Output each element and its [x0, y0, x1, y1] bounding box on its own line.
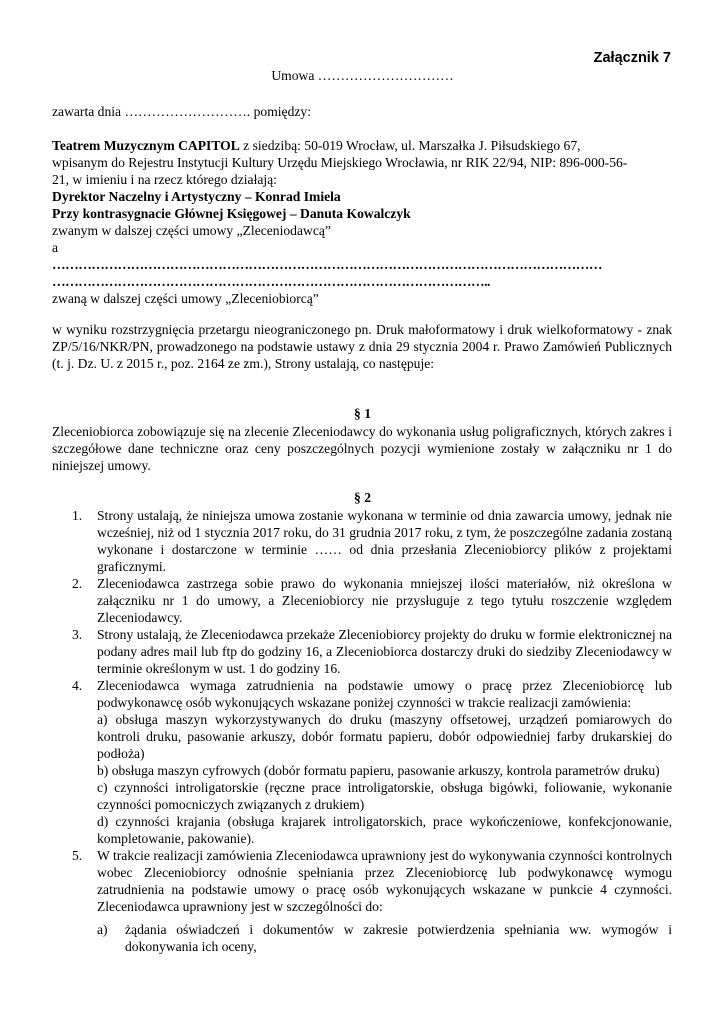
- attachment-label: Załącznik 7: [593, 50, 671, 66]
- sub-point-d: d) czynności krajania (obsługa krajarek introligatorskich, prace wykończeniowe, konfekcjonowanie, kompletowanie, pakowanie).: [97, 814, 672, 846]
- list-item: 4. Zleceniodawca wymaga zatrudnienia na podstawie umowy o pracę przez Zleceniobiorcę lub podwykonawcę osób wykonujących wskazane poniżej czynności w trakcie realizacji zamówienia: a) obsługa maszyn wykorzystywanych do druku (maszyny offsetowej, urządzeń pomiarowych do kontroli druku, pasowanie arkuszy, dobór formatu papieru, dobór odpowiedniej farby drukarskiej do podłoża) b) obsługa maszyn cyfrowych (dobór formatu papieru, pasowanie arkuszy, kontrola parametrów druku) c) czynności introligatorskie (ręczne prace introligatorskie, obsługa bigówki, foliowanie, wykonanie czynności pomocniczych związanych z drukiem) d) czynności krajania (obsługa krajarek introligatorskich, prace wykończeniowe, konfekcjonowanie, kompletowanie, pakowanie).: [72, 678, 672, 846]
- concluded-line: zawarta dnia ………………………. pomiędzy:: [52, 104, 311, 119]
- party1-line3: 21, w imieniu i na rzecz którego działają:: [52, 172, 277, 187]
- contractor-dots-line2: ………………………………………………………………………………………..: [52, 274, 490, 289]
- and-word: a: [52, 240, 59, 255]
- section2-heading: § 2: [354, 490, 371, 505]
- called-client: zwanym w dalszej części umowy „Zleceniodawcą”: [52, 223, 331, 238]
- section2-list: [52, 507, 672, 955]
- list-item: 1. Strony ustalają, że niniejsza umowa zostanie wykonana w terminie od dnia zawarcia umowy, jednak nie wcześniej, niż od 1 stycznia 2017 roku, do 31 grudnia 2017 roku, z tym, że poszczególne zadania zostaną wykonane i dostarczone w terminie …… od dnia przesłania Zleceniobiorcy plików z projektami graficznymi.: [72, 508, 672, 574]
- director-line: Dyrektor Naczelny i Artystyczny – Konrad Imiela: [52, 189, 341, 204]
- tender-paragraph: w wyniku rozstrzygnięcia przetargu nieograniczonego pn. Druk małoformatowy i druk wielkoformatowy - znak ZP/5/16/NKR/PN, prowadzonego na podstawie ustawy z dnia 29 stycznia 2004 r. Prawo Zamówień Publicznych (t. j. Dz. U. z 2015 r., poz. 2164 ze zm.), Strony ustalają, co następuje:: [52, 322, 672, 371]
- list-item: 3. Strony ustalają, że Zleceniodawca przekaże Zleceniobiorcy projekty do druku w formie elektronicznej na podany adres mail lub ftp do godziny 16, a Zleceniobiorca dostarczy druki do siedziby Zleceniodawcy w terminie określonym w ust. 1 do godziny 16.: [72, 627, 672, 676]
- party1-line1: [52, 138, 581, 154]
- accountant-line: Przy kontrasygnacie Głównej Księgowej – Danuta Kowalczyk: [52, 206, 411, 221]
- list-item: 5. W trakcie realizacji zamówienia Zleceniodawca uprawniony jest do wykonywania czynności kontrolnych wobec Zleceniobiorcy odnośnie spełniania przez Zleceniobiorcę lub podwykonawcę wymogu zatrudnienia na podstawie umowy o pracę osób wykonujących wskazane w punkcie 4 czynności. Zleceniodawca uprawniony jest w szczególności do: a) żądania oświadczeń i dokumentów w zakresie potwierdzenia spełniania ww. wymogów i dokonywania ich oceny,: [72, 848, 672, 954]
- sub-point-b: b) obsługa maszyn cyfrowych (dobór formatu papieru, pasowanie arkuszy, kontrola parametrów druku): [97, 763, 660, 778]
- document-title: Umowa …………………………: [271, 68, 454, 83]
- list-item: 2. Zleceniodawca zastrzega sobie prawo do wykonania mniejszej ilości materiałów, niż określona w załączniku nr 1 do umowy, a Zleceniobiorcy nie przysługuje z tego tytułu roszczenie względem Zleceniodawcy.: [72, 576, 672, 625]
- section1-heading: § 1: [354, 406, 371, 421]
- sub-list-item: a) żądania oświadczeń i dokumentów w zakresie potwierdzenia spełniania ww. wymogów i dokonywania ich oceny,: [97, 922, 672, 954]
- contractor-dots-line1: ………………………………………………………………………………………………………………: [52, 257, 602, 272]
- sub-point-c: c) czynności introligatorskie (ręczne prace introligatorskie, obsługa bigówki, foliowanie, wykonanie czynności pomocniczych związanych z drukiem): [97, 780, 672, 812]
- section1-text: Zleceniobiorca zobowiązuje się na zlecenie Zleceniodawcy do wykonania usług poligraficznych, których zakres i szczegółowe dane techniczne oraz ceny poszczególnych pozycji wymienione zostały w załączniku nr 1 do niniejszej umowy.: [52, 424, 672, 473]
- party1-line2: wpisanym do Rejestru Instytucji Kultury Urzędu Miejskiego Wrocławia, nr RIK 22/94, NIP: 896-000-56-: [52, 155, 628, 170]
- sub-point-a: a) obsługa maszyn wykorzystywanych do druku (maszyny offsetowej, urządzeń pomiarowych do kontroli druku, pasowanie arkuszy, dobór formatu papieru, dobór odpowiedniej farby drukarskiej do podłoża): [97, 712, 672, 761]
- party1-name: Teatrem Muzycznym CAPITOL: [52, 138, 240, 153]
- section2-sublist: [97, 921, 672, 955]
- called-contractor: zwaną w dalszej części umowy „Zleceniobiorcą”: [52, 291, 319, 306]
- party1-address: z siedzibą: 50-019 Wrocław, ul. Marszałka J. Piłsudskiego 67,: [239, 138, 581, 153]
